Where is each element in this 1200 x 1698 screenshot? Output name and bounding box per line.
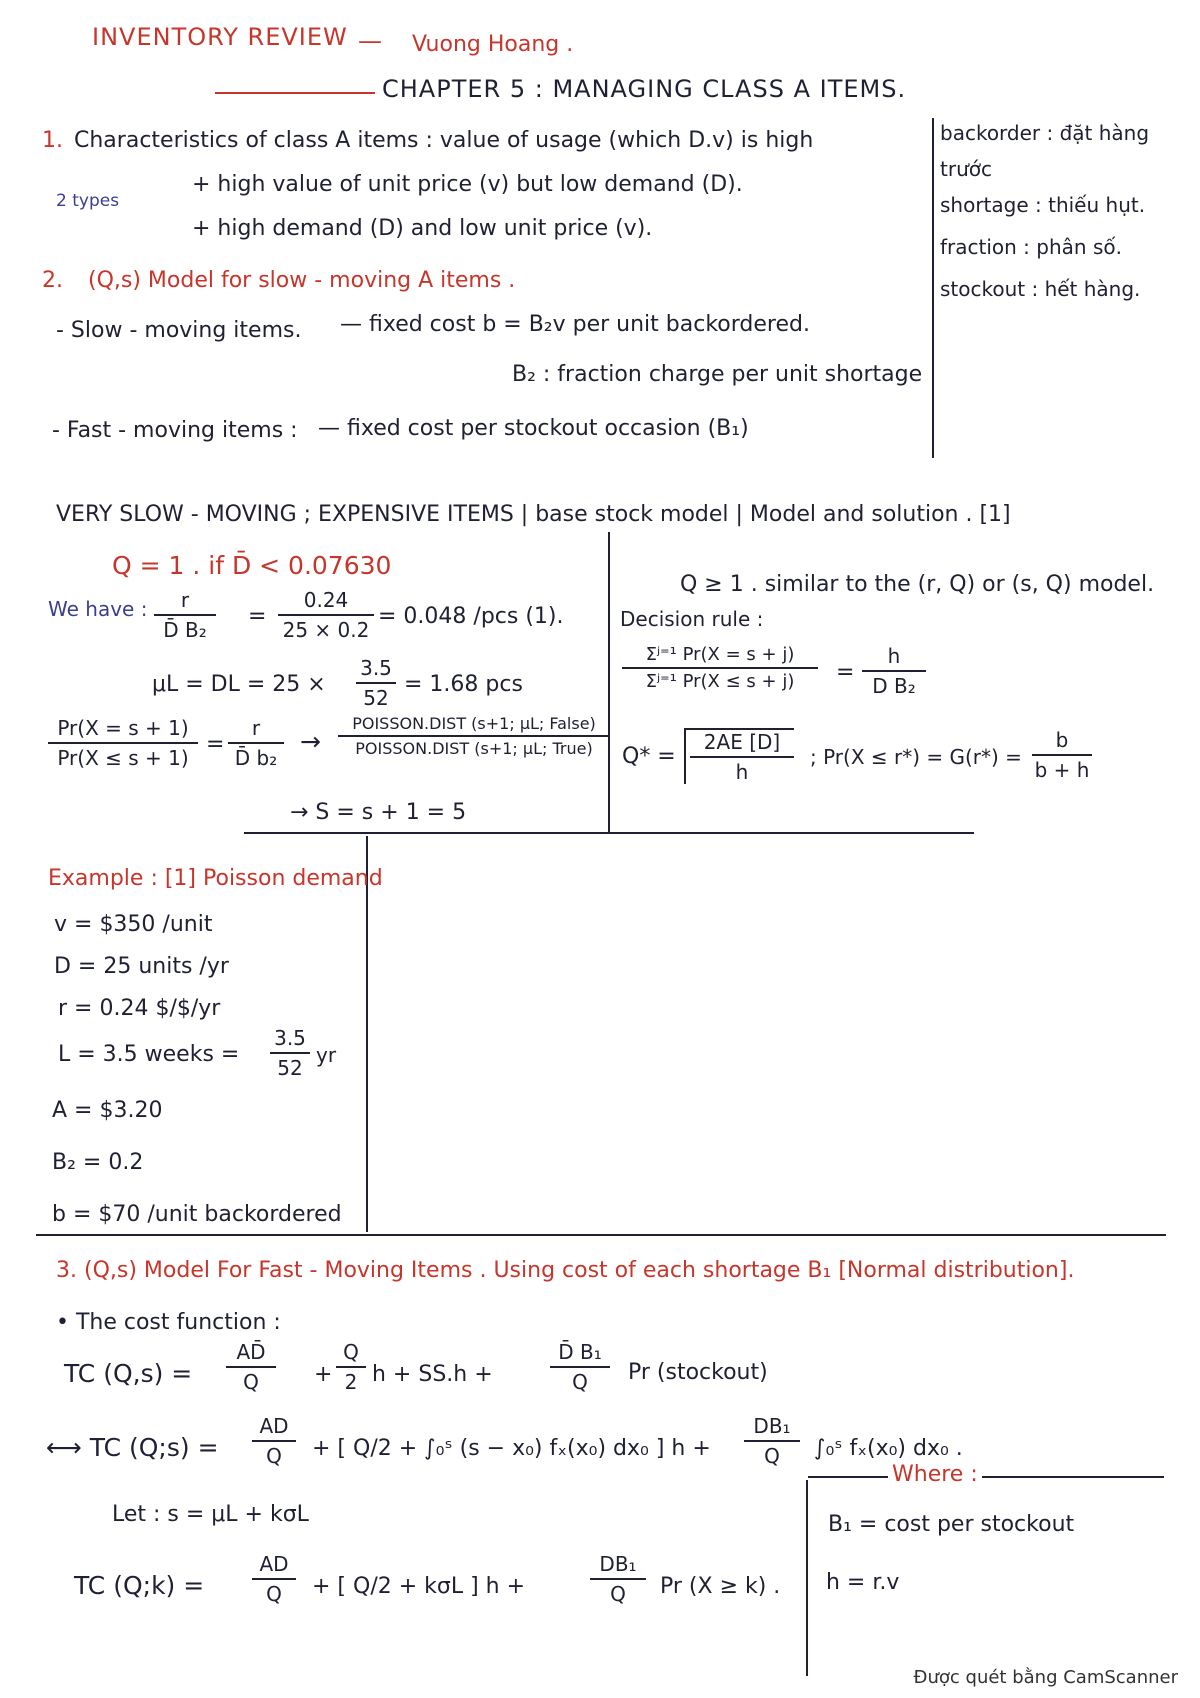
fraction-denominator: b + h	[1034, 758, 1090, 782]
where-b1: B₁ = cost per stockout	[828, 1512, 1075, 1537]
fraction-numerator: Q	[343, 1340, 359, 1364]
cost-function-label: • The cost function :	[56, 1310, 281, 1335]
decision-rule-equals: =	[836, 660, 855, 685]
fraction-numerator: 3.5	[360, 656, 392, 680]
glossary-item: stockout : hết hàng.	[940, 277, 1141, 301]
fraction-numerator: DB₁	[599, 1552, 637, 1576]
tc3-term3	[590, 1552, 646, 1606]
we-have-label: We have :	[48, 597, 148, 621]
q-star-condition: ; Pr(X ≤ r*) = G(r*) =	[810, 745, 1022, 769]
let-definition: Let : s = μL + kσL	[112, 1502, 309, 1527]
glossary-item: trước	[940, 157, 992, 181]
fraction-denominator: 52	[363, 686, 389, 710]
fraction-numerator: h	[887, 644, 901, 668]
decision-rule-fraction	[622, 644, 818, 692]
fraction-numerator: D̄ B₁	[558, 1340, 602, 1364]
poisson-fraction	[338, 714, 610, 758]
fraction-values	[278, 588, 374, 642]
fraction-numerator: AD	[259, 1552, 289, 1576]
tc1-plus: +	[314, 1362, 333, 1387]
example-line: D = 25 units /yr	[54, 954, 229, 979]
fraction-denominator: Q	[764, 1444, 780, 1468]
tc2-lhs: ⟷ TC (Q;s) =	[46, 1433, 219, 1462]
section2-number: 2.	[42, 268, 63, 293]
fast-moving-cost: — fixed cost per stockout occasion (B₁)	[318, 416, 749, 441]
example-line: b = $70 /unit backordered	[52, 1202, 342, 1227]
fraction-denominator: Q	[266, 1582, 282, 1606]
fraction-denominator: Q	[266, 1444, 282, 1468]
decision-rule-rhs	[862, 644, 926, 698]
fraction-numerator: b	[1055, 728, 1069, 752]
tc3-term1	[252, 1552, 296, 1606]
where-label: Where :	[888, 1462, 982, 1487]
eq1-result: = 0.048 /pcs (1).	[378, 604, 564, 629]
mu-l-result: = 1.68 pcs	[404, 672, 523, 697]
fraction-numerator: r	[251, 716, 261, 740]
arrow: →	[300, 727, 321, 756]
fraction-numerator: POISSON.DIST (s+1; μL; False)	[352, 714, 596, 733]
fraction-numerator: AD	[259, 1414, 289, 1438]
q-star-lhs: Q* =	[622, 744, 676, 769]
fraction-r-over-db2-b	[228, 716, 284, 770]
ratio-fraction	[48, 716, 198, 770]
fraction-denominator: Q	[243, 1370, 259, 1394]
fraction-numerator: 0.24	[303, 588, 349, 612]
tc3-lhs: TC (Q;k) =	[74, 1571, 205, 1600]
author-name: Vuong Hoang .	[412, 32, 574, 57]
slow-moving-cost: — fixed cost b = B₂v per unit backordered.	[340, 312, 810, 337]
example-line: r = 0.24 $/$/yr	[58, 996, 221, 1021]
vsm-vertical-divider	[608, 532, 610, 834]
tc1-term1	[226, 1340, 276, 1394]
where-divider	[806, 1480, 808, 1676]
section2-heading: (Q,s) Model for slow - moving A items .	[88, 268, 516, 293]
tc1-lhs: TC (Q,s) =	[64, 1359, 193, 1388]
page-title: INVENTORY REVIEW	[92, 23, 348, 51]
critical-ratio	[1032, 728, 1092, 782]
b2-definition: B₂ : fraction charge per unit shortage	[512, 362, 923, 387]
tc1-tail: Pr (stockout)	[628, 1360, 768, 1385]
decision-rule-label: Decision rule :	[620, 607, 764, 631]
fraction-numerator: Σʲ⁼¹ Pr(X = s + j)	[645, 644, 795, 665]
tc3-middle: + [ Q/2 + kσL ] h +	[312, 1574, 526, 1599]
example-title: Example : [1] Poisson demand	[48, 866, 383, 891]
fraction-denominator: Q	[610, 1582, 626, 1606]
q-ge-1-condition: Q ≥ 1 . similar to the (r, Q) or (s, Q) model.	[680, 572, 1155, 597]
fraction-numerator: 2AE [D]	[703, 730, 781, 754]
q-star-sqrt	[684, 728, 794, 784]
fraction-numerator: Pr(X = s + 1)	[57, 716, 189, 740]
example-line: L = 3.5 weeks =	[58, 1042, 240, 1067]
fraction-denominator: POISSON.DIST (s+1; μL; True)	[355, 739, 593, 758]
glossary-item: fraction : phân số.	[940, 235, 1122, 259]
type-b: + high demand (D) and low unit price (v).	[192, 216, 653, 241]
fraction-numerator: DB₁	[753, 1414, 791, 1438]
where-rule	[808, 1476, 1164, 1478]
tc1-term3	[550, 1340, 610, 1394]
section3-divider	[36, 1234, 1166, 1236]
fraction-denominator: D̄ b₂	[234, 746, 278, 770]
slow-moving-label: - Slow - moving items.	[56, 318, 302, 343]
example-line: A = $3.20	[52, 1098, 163, 1123]
scanner-watermark: Được quét bằng CamScanner	[913, 1667, 1178, 1688]
fraction-denominator: h	[735, 760, 749, 784]
title-dash: —	[358, 27, 383, 55]
tc1-term2	[336, 1340, 366, 1394]
chapter-rule	[215, 92, 375, 94]
q1-condition: Q = 1 . if D̄ < 0.07630	[112, 551, 392, 580]
fraction-numerator: AD̄	[236, 1340, 266, 1364]
glossary-item: backorder : đặt hàng	[940, 121, 1150, 145]
glossary-divider	[932, 118, 934, 458]
example-line: B₂ = 0.2	[52, 1150, 144, 1175]
tc3-tail: Pr (X ≥ k) .	[660, 1574, 781, 1599]
equals-sign: =	[248, 604, 267, 629]
glossary-item: shortage : thiếu hụt.	[940, 193, 1146, 217]
fraction-r-over-db2	[154, 588, 216, 642]
fraction-denominator: 52	[277, 1056, 303, 1080]
tc1-middle: h + SS.h +	[372, 1362, 493, 1387]
example-divider	[366, 836, 368, 1232]
mu-l-lhs: μL = DL = 25 ×	[152, 672, 326, 697]
section1-heading: Characteristics of class A items : value of usage (which D.v) is high	[74, 128, 814, 153]
lead-time-fraction	[270, 1026, 310, 1080]
fraction-denominator: Q	[572, 1370, 588, 1394]
fraction-denominator: D B₂	[872, 674, 916, 698]
example-line: v = $350 /unit	[54, 912, 213, 937]
fast-moving-label: - Fast - moving items :	[52, 418, 298, 443]
s-result: → S = s + 1 = 5	[290, 800, 467, 825]
section1-number: 1.	[42, 128, 63, 153]
section3-heading: 3. (Q,s) Model For Fast - Moving Items . Using cost of each shortage B₁ [Normal distribution].	[56, 1258, 1075, 1283]
tc2-tail: ∫₀ˢ fₓ(x₀) dx₀ .	[814, 1436, 963, 1461]
fraction-lead-time	[356, 656, 396, 710]
chapter-title: CHAPTER 5 : MANAGING CLASS A ITEMS.	[382, 75, 907, 103]
where-h: h = r.v	[826, 1570, 900, 1595]
ratio-equals: =	[206, 732, 225, 757]
type-a: + high value of unit price (v) but low demand (D).	[192, 172, 743, 197]
fraction-numerator: r	[180, 588, 190, 612]
fraction-denominator: Pr(X ≤ s + 1)	[57, 746, 189, 770]
vsm-heading: VERY SLOW - MOVING ; EXPENSIVE ITEMS | base stock model | Model and solution . [1]	[56, 502, 1011, 527]
lead-time-unit: yr	[316, 1043, 337, 1067]
fraction-denominator: 2	[344, 1370, 358, 1394]
vsm-horizontal-divider	[244, 832, 974, 834]
types-label: 2 types	[56, 191, 120, 211]
tc2-middle: + [ Q/2 + ∫₀ˢ (s − x₀) fₓ(x₀) dx₀ ] h +	[312, 1436, 711, 1461]
fraction-numerator: 3.5	[274, 1026, 306, 1050]
tc2-term1	[252, 1414, 296, 1468]
fraction-denominator: D̄ B₂	[163, 618, 207, 642]
tc2-term3	[744, 1414, 800, 1468]
fraction-denominator: Σʲ⁼¹ Pr(X ≤ s + j)	[645, 671, 795, 692]
fraction-denominator: 25 × 0.2	[282, 618, 370, 642]
